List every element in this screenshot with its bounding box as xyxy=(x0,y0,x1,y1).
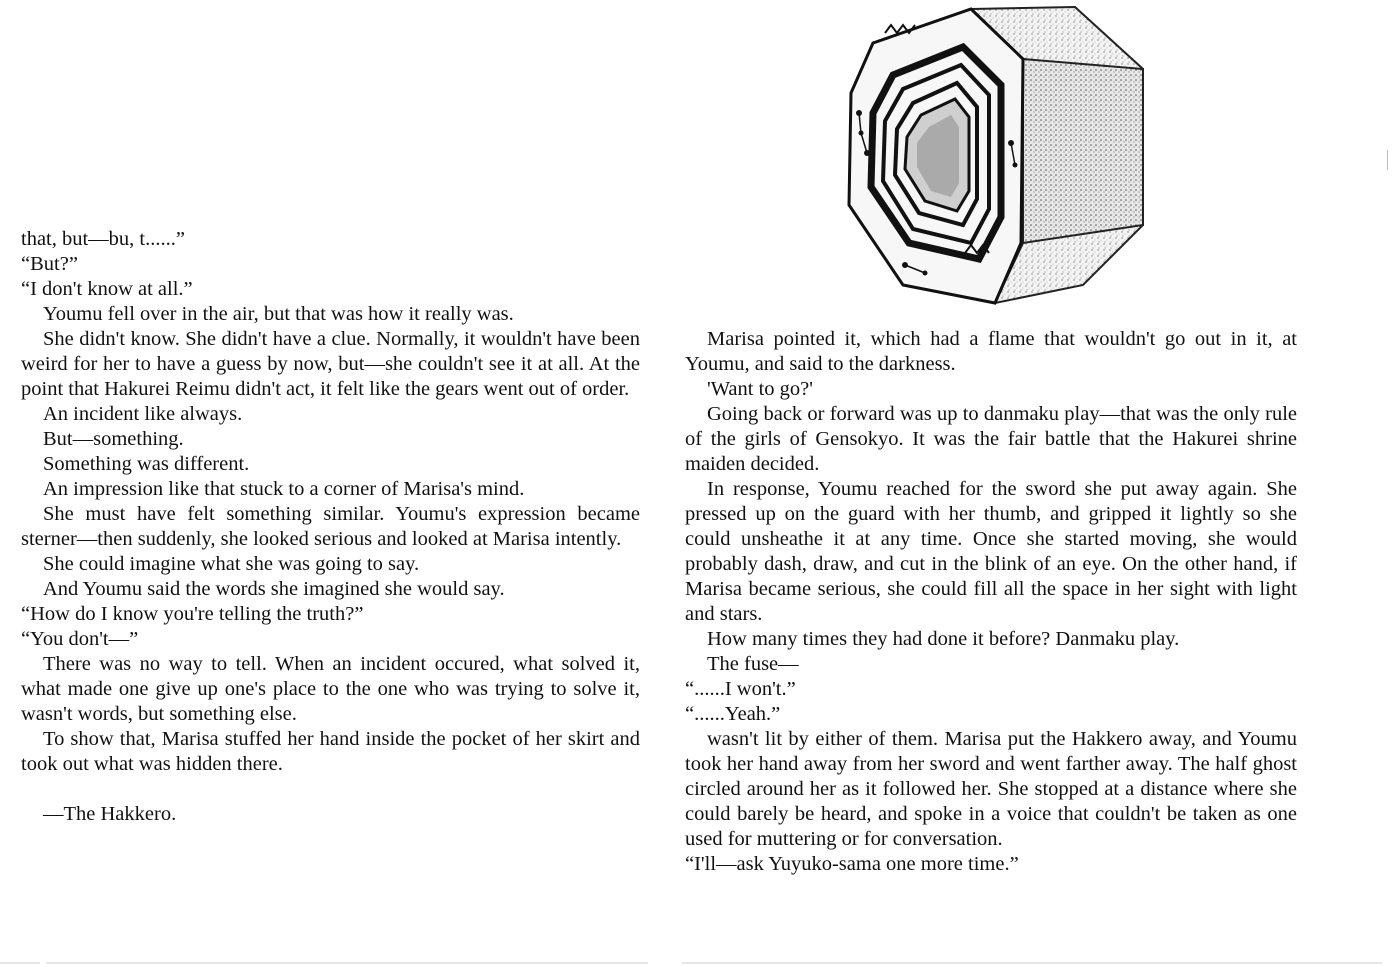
dialogue-line: “......I won't.” xyxy=(685,678,796,700)
dialogue-line: “How do I know you're telling the truth?” xyxy=(21,603,364,625)
dialogue-line: “But?” xyxy=(21,253,78,275)
paragraph: wasn't lit by either of them. Marisa put the Hakkero away, and Youmu took her hand away from her sword and went farther away. The half ghost circled around her as it followed her. She stopped at a distance where she could barely be heard, and spoke in a voice that couldn't be taken as one used for muttering or for conversation. xyxy=(685,728,1297,850)
paragraph: An impression like that stuck to a corner of Marisa's mind. xyxy=(43,478,525,500)
paragraph: To show that, Marisa stuffed her hand inside the pocket of her skirt and took out what was hidden there. xyxy=(21,728,640,775)
scan-edge-line xyxy=(0,962,40,964)
paragraph: But—something. xyxy=(43,428,184,450)
dialogue-line: 'Want to go?' xyxy=(707,378,813,400)
right-page xyxy=(660,0,1400,967)
paragraph: —The Hakkero. xyxy=(43,803,177,825)
paragraph: She didn't know. She didn't have a clue. Normally, it wouldn't have been weird for her to have a guess by now, but—she couldn't see it at all. At the point that Hakurei Reimu didn't act, it felt like the gears went out of order. xyxy=(21,328,640,400)
left-page xyxy=(0,0,660,967)
scan-edge-line xyxy=(46,962,648,964)
paragraph: An incident like always. xyxy=(43,403,243,425)
paragraph: In response, Youmu reached for the sword she put away again. She pressed up on the guard with her thumb, and gripped it lightly so she could unsheathe it at any time. Once she started moving, she would probably dash, draw, and cut in the blink of an eye. On the other hand, if Marisa became serious, she could fill all the space in her sight with light and stars. xyxy=(685,478,1297,625)
paragraph: She could imagine what she was going to say. xyxy=(43,553,420,575)
hakkero-illustration xyxy=(845,3,1145,305)
paragraph: The fuse— xyxy=(707,653,799,675)
dialogue-line: “I don't know at all.” xyxy=(21,278,193,300)
scan-edge-line xyxy=(682,962,1382,964)
paragraph: And Youmu said the words she imagined she would say. xyxy=(43,578,505,600)
left-page-text xyxy=(21,227,640,827)
paragraph: Youmu fell over in the air, but that was how it really was. xyxy=(43,303,514,325)
paragraph: that, but—bu, t......” xyxy=(21,228,185,250)
right-page-text xyxy=(685,327,1297,877)
dialogue-line: “You don't—” xyxy=(21,628,139,650)
blank-line xyxy=(21,777,640,802)
scan-edge-mark xyxy=(1387,150,1388,170)
paragraph: Something was different. xyxy=(43,453,250,475)
dialogue-line: “......Yeah.” xyxy=(685,703,781,725)
paragraph: She must have felt something similar. Youmu's expression became sterner—then suddenly, she looked serious and looked at Marisa intently. xyxy=(21,503,640,550)
paragraph: How many times they had done it before? Danmaku play. xyxy=(707,628,1180,650)
paragraph: Marisa pointed it, which had a flame that wouldn't go out in it, at Youmu, and said to the darkness. xyxy=(685,328,1297,375)
paragraph: There was no way to tell. When an incident occured, what solved it, what made one give up one's place to the one who was trying to solve it, wasn't words, but something else. xyxy=(21,653,640,725)
paragraph: Going back or forward was up to danmaku play—that was the only rule of the girls of Gensokyo. It was the fair battle that the Hakurei shrine maiden decided. xyxy=(685,403,1297,475)
dialogue-line: “I'll—ask Yuyuko-sama one more time.” xyxy=(685,853,1019,875)
